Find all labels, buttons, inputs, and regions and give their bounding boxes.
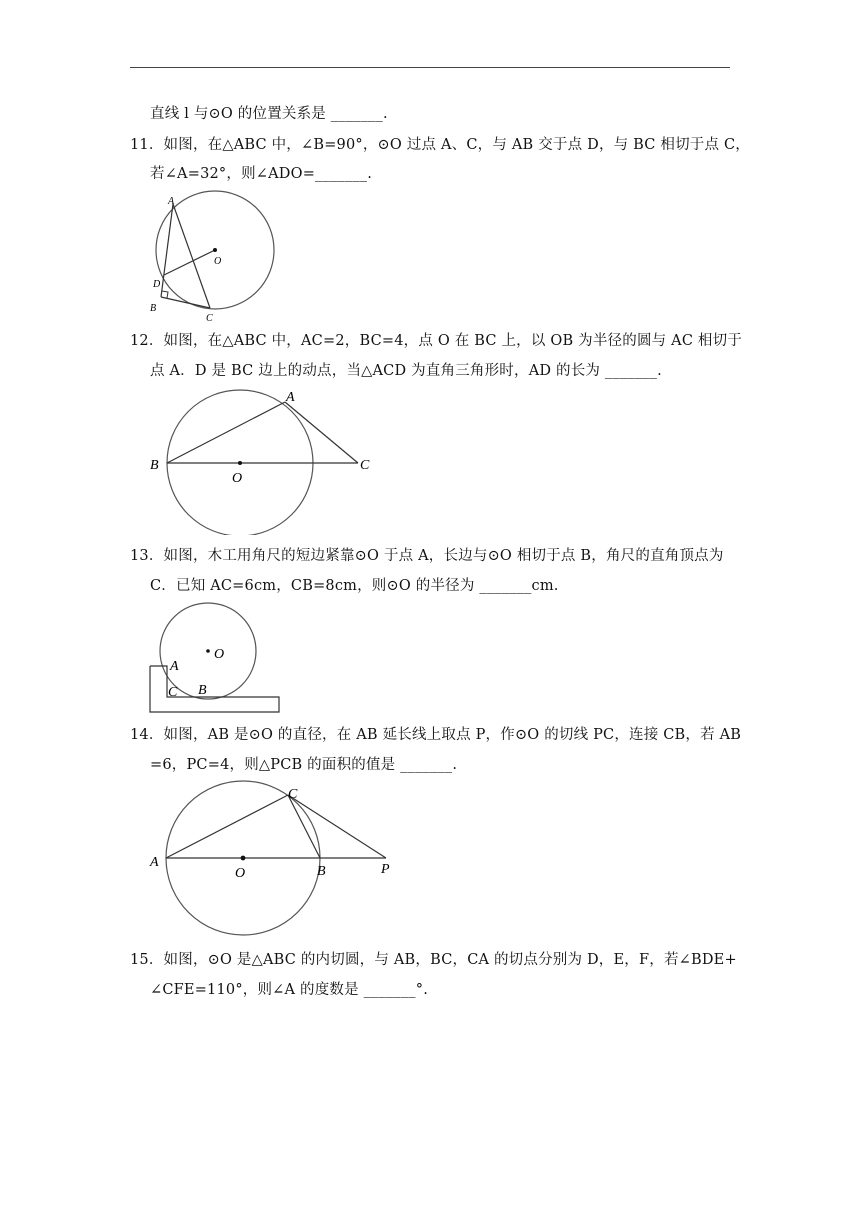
q14-line1: 14．如图，AB 是⊙O 的直径，在 AB 延长线上取点 P，作⊙O 的切线 PC，连接 CB，若 AB xyxy=(130,727,742,743)
q12-label-a: A xyxy=(286,390,295,405)
q15-line2: ∠CFE=110°，则∠A 的度数是 _______°. xyxy=(150,982,429,998)
q14-label-a: A xyxy=(150,855,159,870)
q13-figure xyxy=(140,600,290,715)
q11-line-do xyxy=(164,250,215,275)
q11-label-c: C xyxy=(206,313,213,324)
q11-label-b: B xyxy=(150,303,157,314)
q12-line-ac xyxy=(285,402,358,463)
q12-line2: 点 A．D 是 BC 边上的动点，当△ACD 为直角三角形时，AD 的长为 _______. xyxy=(150,363,662,379)
q11-label-o: O xyxy=(214,256,222,267)
q11-label-d: D xyxy=(153,279,161,290)
q14-figure xyxy=(140,778,410,938)
q12-label-o: O xyxy=(232,471,243,486)
q11-line-ab xyxy=(161,204,173,297)
q13-label-o: O xyxy=(214,647,225,662)
q12-label-c: C xyxy=(360,458,370,473)
q14-line-ac xyxy=(166,795,288,858)
q15-line1: 15．如图，⊙O 是△ABC 的内切圆，与 AB，BC，CA 的切点分别为 D，E，F，若∠BDE+ xyxy=(130,952,737,968)
q11-center-dot xyxy=(213,248,217,252)
q14-label-p: P xyxy=(381,862,390,877)
header-rule xyxy=(130,67,730,68)
q12-line-ba xyxy=(167,402,285,463)
q11-line-bc xyxy=(161,297,210,308)
q11-line1: 11．如图，在△ABC 中，∠B=90°，⊙O 过点 A、C，与 AB 交于点 D，与 BC 相切于点 C， xyxy=(130,137,750,153)
q14-center-dot xyxy=(241,856,246,861)
q14-label-b: B xyxy=(317,864,326,879)
q11-line2: 若∠A=32°，则∠ADO=_______. xyxy=(150,166,373,182)
q11-figure xyxy=(140,190,290,325)
q13-center-dot xyxy=(206,649,210,653)
q13-line2: C．已知 AC=6cm，CB=8cm，则⊙O 的半径为 _______cm. xyxy=(150,578,559,594)
q14-label-c: C xyxy=(288,787,298,802)
q14-line-cp xyxy=(288,795,386,858)
q13-label-c: C xyxy=(168,685,178,700)
q10-line: 直线 l 与⊙O 的位置关系是 _______. xyxy=(150,106,388,122)
q13-line1: 13．如图，木工用角尺的短边紧靠⊙O 于点 A，长边与⊙O 相切于点 B，角尺的直角顶点为 xyxy=(130,548,724,564)
q14-line-cb xyxy=(288,795,320,858)
q12-line1: 12．如图，在△ABC 中，AC=2，BC=4，点 O 在 BC 上，以 OB 为半径的圆与 AC 相切于 xyxy=(130,333,743,349)
q13-label-a: A xyxy=(170,659,179,674)
q14-label-o: O xyxy=(235,866,246,881)
q12-figure xyxy=(140,385,390,535)
q11-label-a: A xyxy=(168,196,175,207)
q12-label-b: B xyxy=(150,458,159,473)
q11-line-ac xyxy=(173,204,210,308)
q14-line2: =6，PC=4，则△PCB 的面积的值是 _______. xyxy=(150,757,458,773)
q13-label-b: B xyxy=(198,683,207,698)
q12-center-dot xyxy=(238,461,242,465)
